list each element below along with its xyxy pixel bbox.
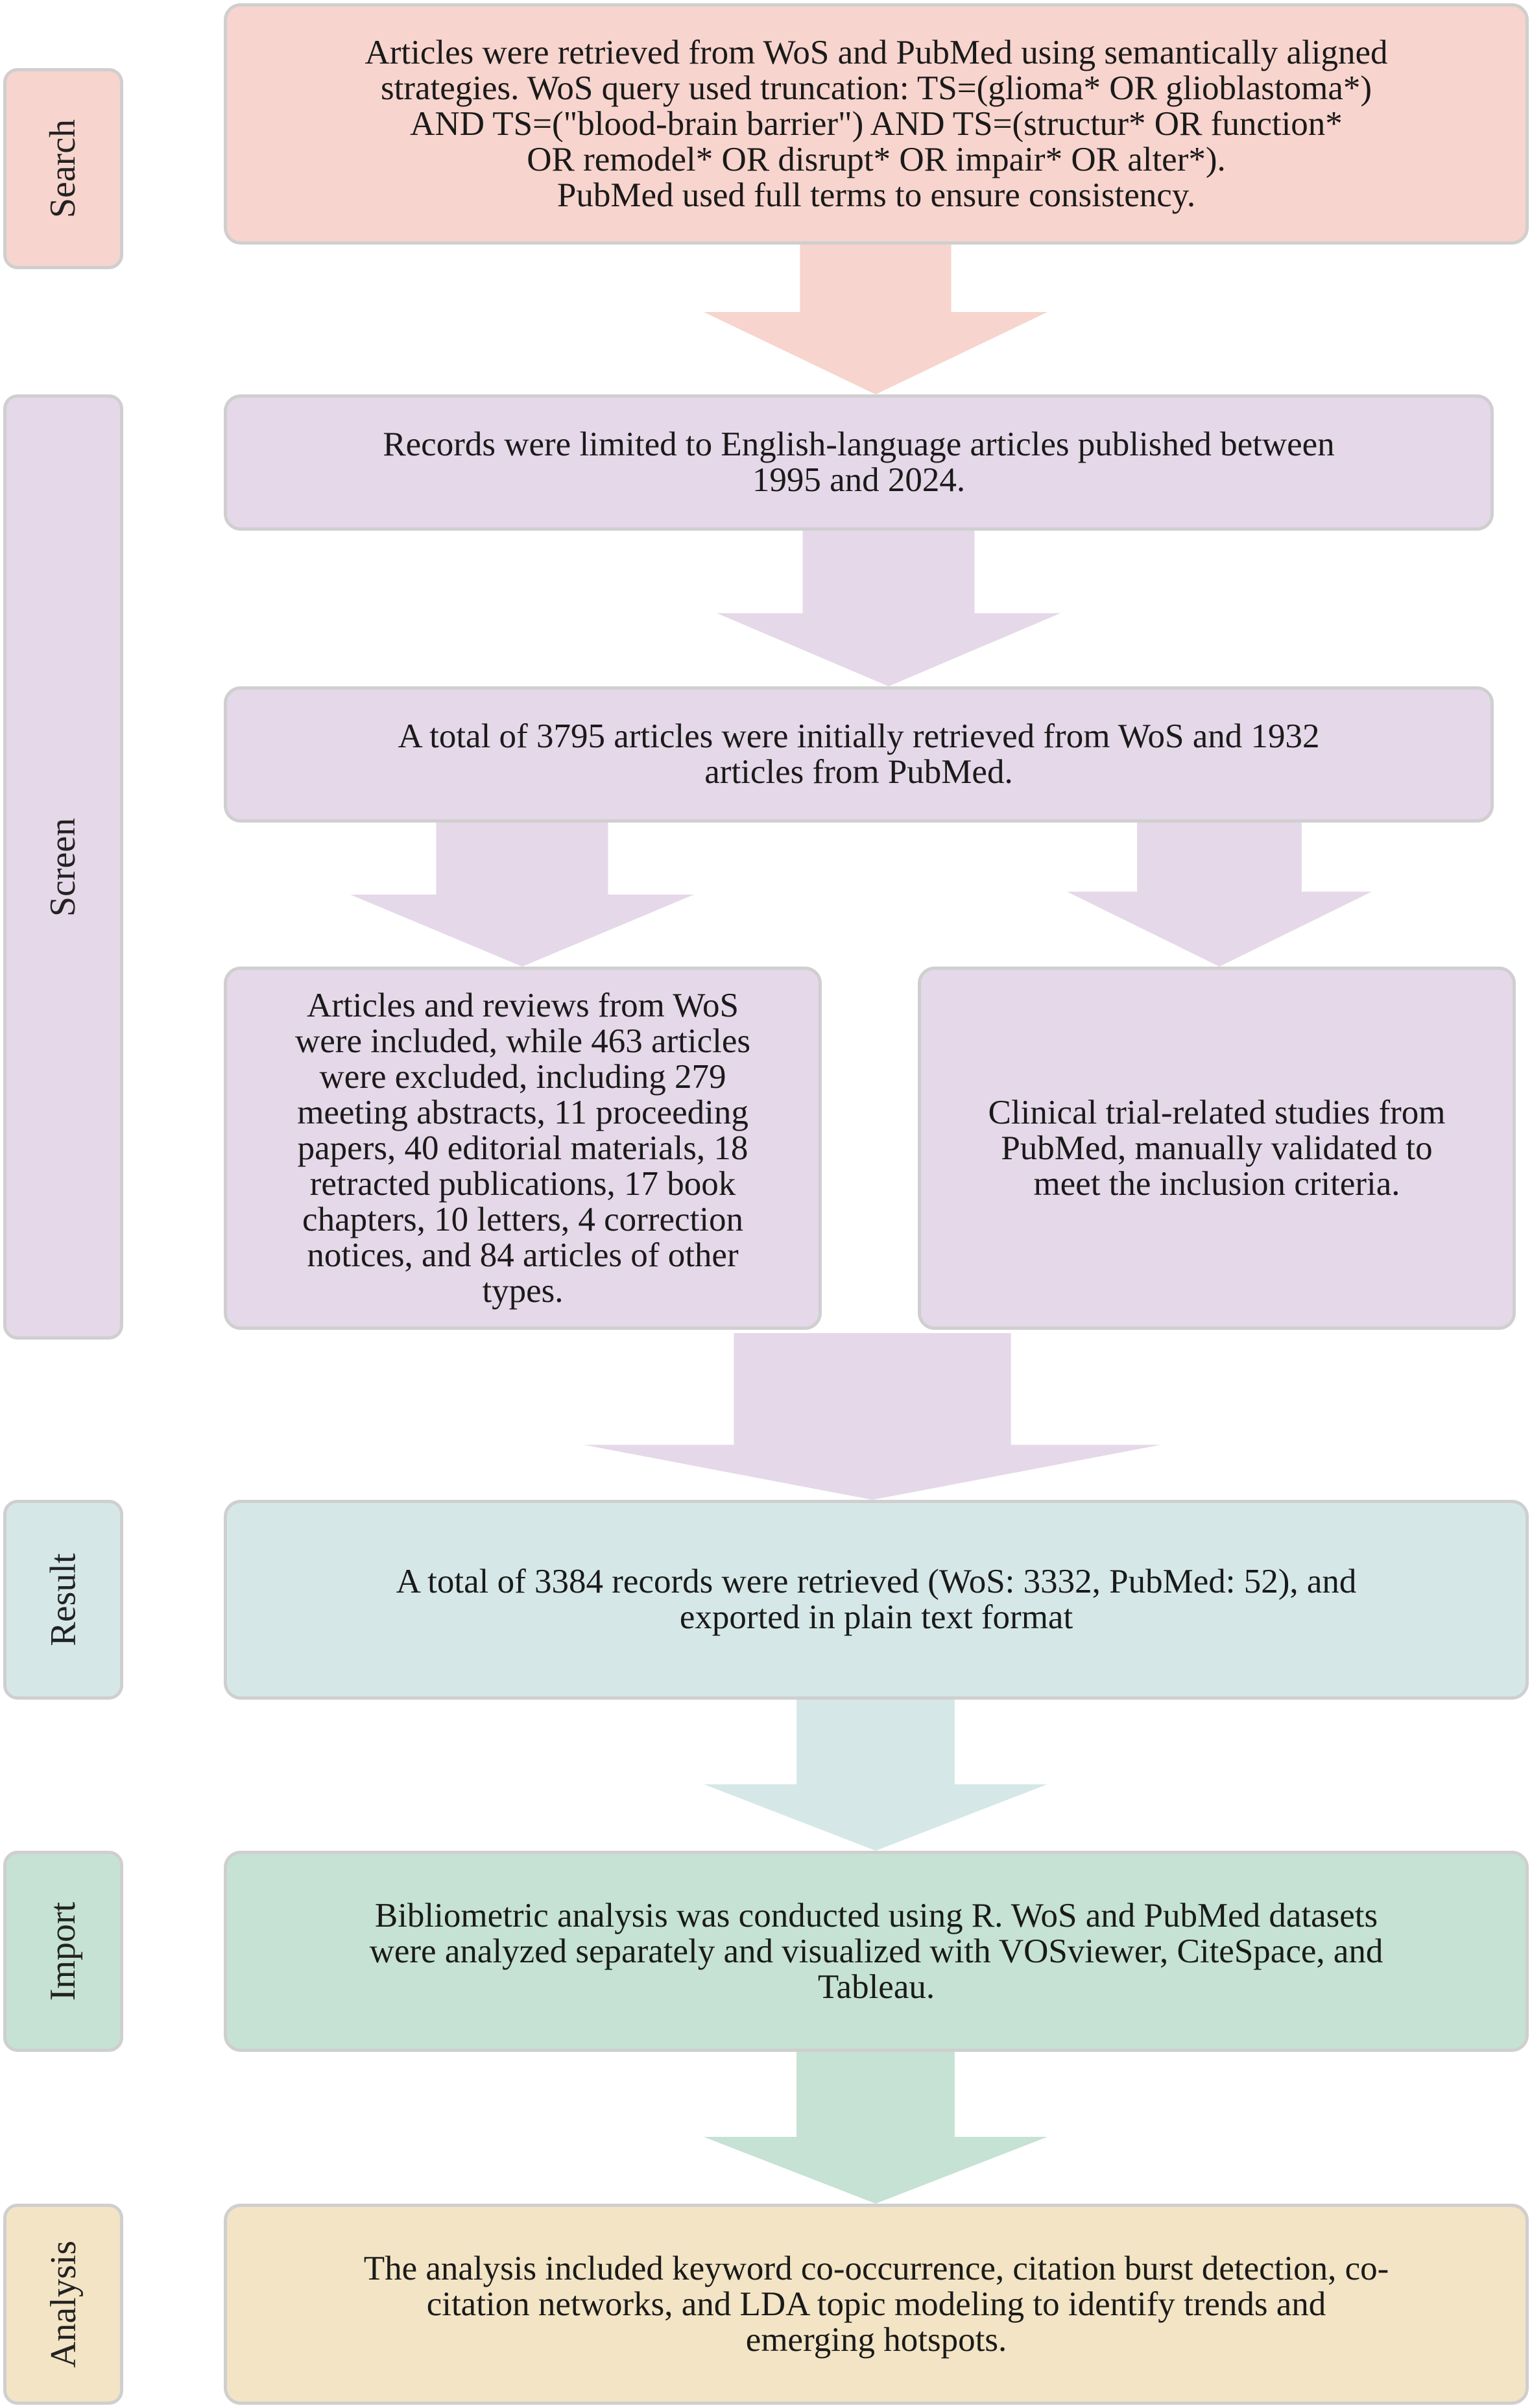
total-to-wos-arrow xyxy=(350,823,694,967)
stage-import-label: Import xyxy=(43,1901,84,2001)
total-to-pubmed-arrow xyxy=(1067,823,1372,967)
result-to-import-arrow xyxy=(704,1700,1047,1851)
stage-analysis-tab xyxy=(3,2204,123,2405)
stage-search-label: Search xyxy=(43,119,84,219)
initial-total-box xyxy=(224,686,1494,823)
result-box xyxy=(224,1500,1529,1700)
wos-filter-text: Articles and reviews from WoS were included, while 463 articles were excluded, including 279 meeting abstracts, 11 proceeding papers, 40 editorial materials, 18 retracted publications, 17 book chapters, 10 letters, 4 correction notices, and 84 articles of other types. xyxy=(295,986,750,1310)
stage-search-tab xyxy=(3,68,123,269)
stage-screen-tab xyxy=(3,394,123,1340)
limit-text: Records were limited to English-language articles published between 1995 and 2024. xyxy=(383,426,1335,499)
search-strategy-box xyxy=(224,3,1529,245)
result-text: A total of 3384 records were retrieved (WoS: 3332, PubMed: 52), and exported in plain text format xyxy=(396,1563,1357,1636)
pubmed-filter-box xyxy=(918,967,1516,1330)
import-to-analysis-arrow xyxy=(704,2052,1047,2204)
wos-filter-box xyxy=(224,967,822,1330)
search-to-limit-arrow xyxy=(704,245,1047,394)
stage-screen-label: Screen xyxy=(43,817,84,917)
screen-to-result-arrow xyxy=(584,1333,1161,1500)
stage-analysis-label: Analysis xyxy=(43,2241,84,2368)
pubmed-filter-text: Clinical trial-related studies from PubMed, manually validated to meet the inclusion criteria. xyxy=(988,1093,1446,1203)
analysis-text: The analysis included keyword co-occurrence, citation burst detection, co- citation networks, and LDA topic modeling to identify trends and emerging hotspots. xyxy=(363,2249,1389,2359)
limit-to-total-arrow xyxy=(717,531,1060,686)
initial-total-text: A total of 3795 articles were initially retrieved from WoS and 1932 articles from PubMed. xyxy=(398,717,1320,791)
search-strategy-text: Articles were retrieved from WoS and PubMed using semantically aligned strategies. WoS query used truncation: TS=(glioma* OR glioblastoma*) AND TS=("blood-brain barrier") AND TS=(structur* OR function* OR remodel* OR disrupt* OR impair* OR alter*). PubMed used full terms to ensure consistency. xyxy=(365,33,1388,214)
limit-box xyxy=(224,394,1494,531)
stage-import-tab xyxy=(3,1851,123,2052)
stage-result-tab xyxy=(3,1500,123,1700)
analysis-box xyxy=(224,2204,1529,2405)
import-text: Bibliometric analysis was conducted using R. WoS and PubMed datasets were analyzed separately and visualized with VOSviewer, CiteSpace, and Tableau. xyxy=(369,1896,1383,2006)
import-box xyxy=(224,1851,1529,2052)
stage-result-label: Result xyxy=(43,1553,84,1646)
